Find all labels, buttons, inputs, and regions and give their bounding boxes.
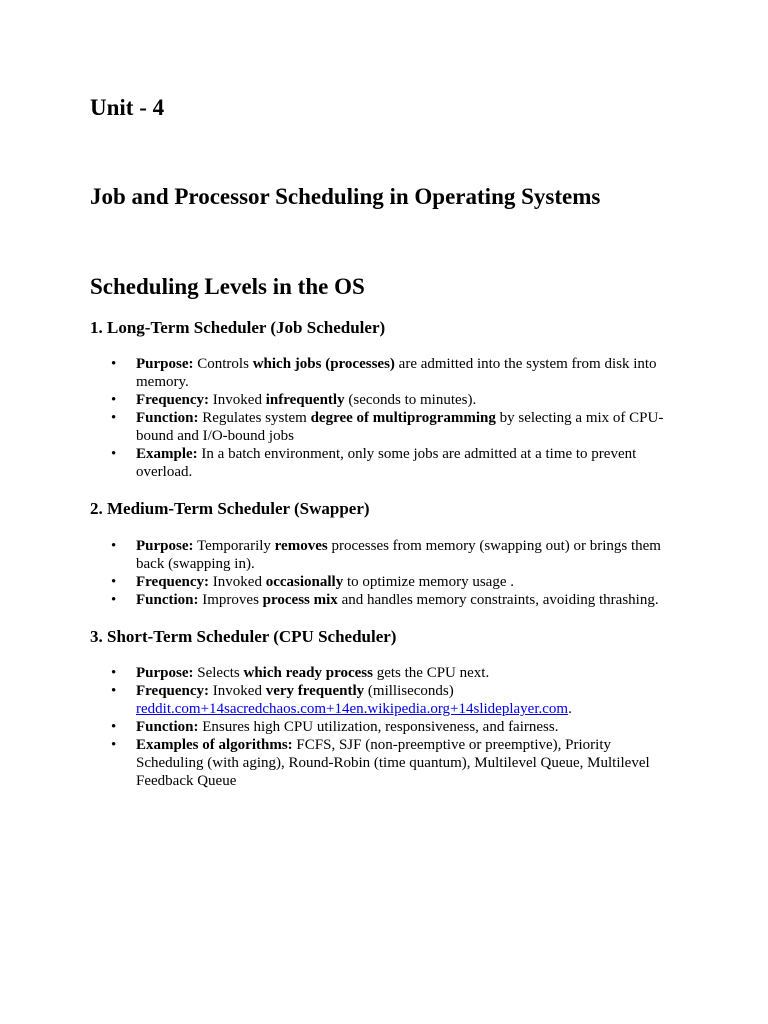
long-term-scheduler-list <box>90 355 680 481</box>
list-item: • Function: Regulates system degree of multiprogramming by selecting a mix of CPU-bound and I/O-bound jobs <box>90 409 680 445</box>
list-item: • Purpose: Controls which jobs (processes) are admitted into the system from disk into memory. <box>90 355 680 391</box>
list-item: • Function: Ensures high CPU utilization, responsiveness, and fairness. <box>90 718 680 736</box>
list-item: • Frequency: Invoked infrequently (seconds to minutes). <box>90 391 680 409</box>
document-title: Job and Processor Scheduling in Operating Systems <box>90 184 601 209</box>
list-item: • Purpose: Temporarily removes processes from memory (swapping out) or brings them back (swapping in). <box>90 537 680 573</box>
list-item: • Frequency: Invoked very frequently (milliseconds) reddit.com+14sacredchaos.com+14en.wikipedia.org+14slideplayer.com. <box>90 682 680 718</box>
list-item: • Example: In a batch environment, only some jobs are admitted at a time to prevent overload. <box>90 445 680 481</box>
source-link[interactable]: reddit.com+14sacredchaos.com+14en.wikipedia.org+14slideplayer.com <box>136 701 569 717</box>
unit-heading: Unit - 4 <box>90 95 165 120</box>
list-item: • Examples of algorithms: FCFS, SJF (non-preemptive or preemptive), Priority Scheduling (with aging), Round-Robin (time quantum), Multilevel Queue, Multilevel Feedback Queue <box>90 736 680 790</box>
medium-term-scheduler-heading: 2. Medium-Term Scheduler (Swapper) <box>90 499 370 518</box>
short-term-scheduler-heading: 3. Short-Term Scheduler (CPU Scheduler) <box>90 627 397 646</box>
list-item: • Purpose: Selects which ready process gets the CPU next. <box>90 664 680 682</box>
long-term-scheduler-heading: 1. Long-Term Scheduler (Job Scheduler) <box>90 318 386 337</box>
list-item: • Function: Improves process mix and handles memory constraints, avoiding thrashing. <box>90 591 680 609</box>
scheduling-levels-heading: Scheduling Levels in the OS <box>90 274 365 299</box>
medium-term-scheduler-list <box>90 537 680 609</box>
short-term-scheduler-list <box>90 664 680 790</box>
list-item: • Frequency: Invoked occasionally to optimize memory usage . <box>90 573 680 591</box>
